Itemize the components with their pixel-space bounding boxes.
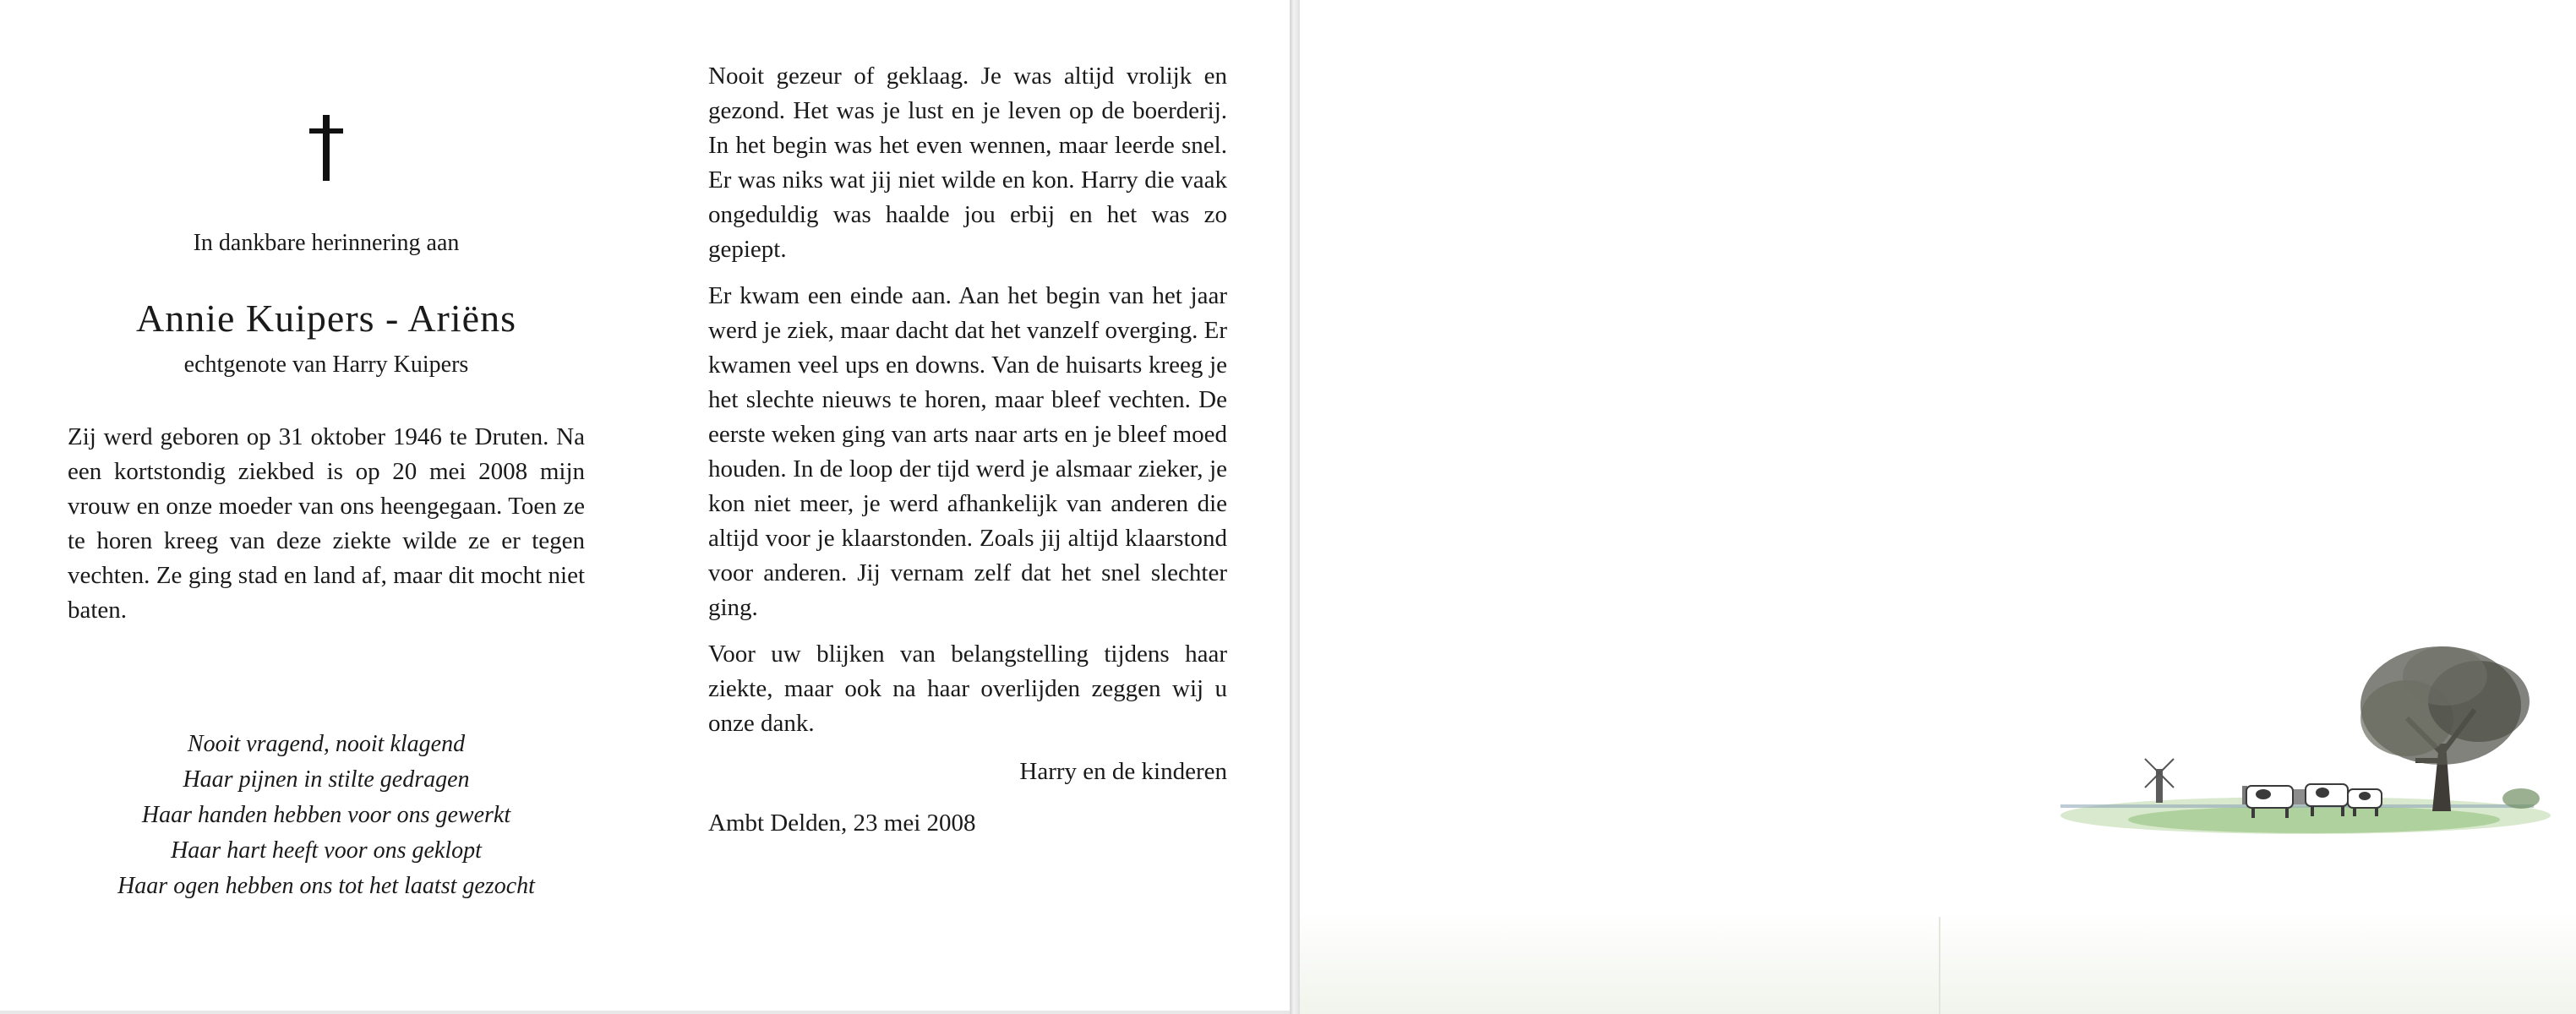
story-paragraph-1: Nooit gezeur of geklaag. Je was altijd vrolijk en gezond. Het was je lust en je leven op de boerderij. In het begin was het even wennen, maar leerde snel. Er was niks wat jij niet wilde en kon. Harry die vaak ongeduldig was haalde jou erbij en het was zo gepiept.	[708, 63, 1227, 263]
biography-paragraph: Zij werd geboren op 31 oktober 1946 te Druten. Na een kortstondig ziekbed is op 20 mei 2008 mijn vrouw en onze moeder van ons heengegaan. Toen ze te horen kreeg van deze ziekte wilde ze er tegen vechten. Ze ging stad en land af, maar dit mocht niet baten.	[68, 423, 585, 624]
cross-icon	[68, 108, 585, 184]
poem-line: Haar hart heeft voor ons geklopt	[171, 837, 482, 864]
poem	[68, 727, 585, 904]
poem-line: Haar ogen hebben ons tot het laatst gezocht	[117, 873, 535, 899]
spouse-line: echtgenote van Harry Kuipers	[183, 352, 469, 378]
paper-crease	[1939, 917, 1940, 1014]
paper-shade	[1300, 913, 2576, 1014]
thanks-paragraph: Voor uw blijken van belangstelling tijdens haar ziekte, maar ook na haar overlijden zeggen wij u onze dank.	[708, 641, 1227, 737]
place-date: Ambt Delden, 23 mei 2008	[708, 810, 976, 837]
landscape-with-tree-cows-windmill-icon	[2035, 617, 2559, 862]
signature: Harry en de kinderen	[1019, 758, 1227, 785]
poem-line: Nooit vragend, nooit klagend	[187, 731, 466, 757]
poem-line: Haar pijnen in stilte gedragen	[183, 766, 470, 793]
deceased-name: Annie Kuipers - Ariëns	[136, 297, 516, 340]
intro-column	[68, 0, 585, 1014]
story-paragraph-2: Er kwam een einde aan. Aan het begin van het jaar werd je ziek, maar dacht dat het vanzelf overging. Er kwamen veel ups en downs. Van de huisarts kreeg je het slechte nieuws te horen, maar bleef vechten. De eerste weken ging van arts naar arts en je bleef moed houden. In de loop der tijd werd je alsmaar zieker, je kon niet meer, je werd afhankelijk van anderen die altijd voor je klaarstonden. Zoals jij altijd klaarstond voor anderen. Jij vernam zelf dat het snel slechter ging.	[708, 282, 1227, 621]
poem-line: Haar handen hebben voor ons gewerkt	[141, 802, 511, 828]
card-fold-line	[1291, 0, 1298, 1014]
memory-line: In dankbare herinnering aan	[193, 230, 460, 256]
card-back-panel	[1298, 0, 2576, 1014]
story-column	[708, 59, 1227, 841]
